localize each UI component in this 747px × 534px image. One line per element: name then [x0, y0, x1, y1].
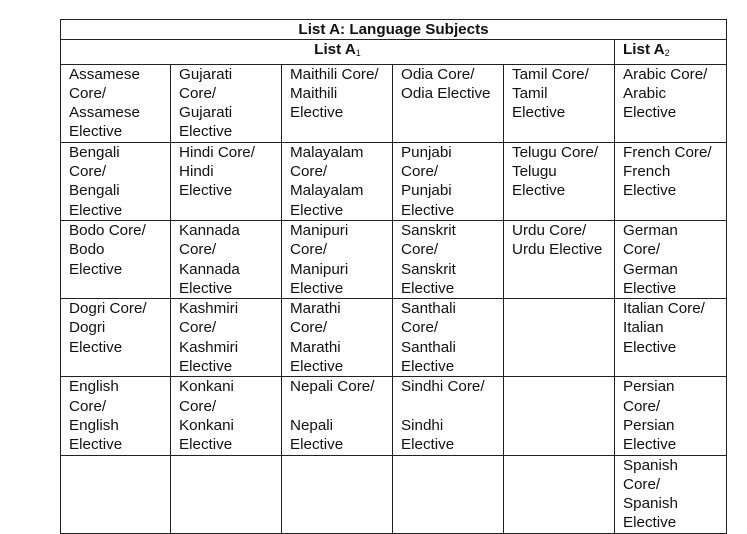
cell-line: English [69, 416, 119, 434]
cell-line: Elective [401, 201, 455, 219]
list-a2-subscript: 2 [664, 48, 670, 59]
table-cell [504, 142, 615, 220]
cell-line: German [623, 260, 678, 278]
cell-line: Core/ [179, 397, 217, 415]
list-a1-label: List A [314, 41, 356, 59]
cell-line: Core/ [623, 475, 661, 493]
title-row [61, 20, 727, 40]
cell-line: Elective [512, 104, 566, 122]
cell-line: Marathi [290, 300, 341, 318]
cell-line: Manipuri [290, 260, 349, 278]
cell-line: Elective [69, 201, 123, 219]
cell-line: Elective [623, 104, 677, 122]
list-header-row [61, 40, 727, 64]
table-cell [61, 299, 171, 377]
cell-line: Core/ [69, 163, 107, 181]
cell-line: Santhali [401, 338, 456, 356]
table-cell [504, 455, 615, 533]
cell-line: Elective [623, 514, 677, 532]
table-cell [615, 220, 727, 298]
table-cell [171, 299, 282, 377]
table-cell [393, 377, 504, 455]
table-cell [282, 220, 393, 298]
table-cell [504, 64, 615, 142]
table-cell [61, 455, 171, 533]
cell-line: English [69, 378, 119, 396]
cell-line: French Core/ [623, 143, 712, 161]
cell-line [290, 397, 392, 416]
cell-line: Elective [290, 436, 344, 454]
cell-line: Assamese [69, 65, 140, 83]
cell-line: Urdu Core/ [512, 221, 587, 239]
table-cell [615, 142, 727, 220]
cell-line: Sindhi [401, 416, 444, 434]
cell-line: Kashmiri [179, 338, 239, 356]
cell-line: Urdu Elective [512, 241, 603, 259]
cell-line: Nepali [290, 416, 334, 434]
cell-line: Core/ [179, 241, 217, 259]
cell-line: Elective [623, 182, 677, 200]
table-row [61, 299, 727, 377]
language-subjects-table [60, 19, 727, 534]
table-cell [61, 220, 171, 298]
cell-line: Core/ [69, 397, 107, 415]
cell-line: Kashmiri [179, 300, 239, 318]
cell-line: Sindhi Core/ [401, 378, 485, 396]
table-cell [171, 455, 282, 533]
cell-line: German [623, 221, 678, 239]
cell-line: Tamil [512, 84, 548, 102]
cell-line: Elective [69, 436, 123, 454]
cell-line: Core/ [179, 84, 217, 102]
cell-line: Core/ [623, 397, 661, 415]
table-cell [615, 377, 727, 455]
cell-line: Elective [69, 123, 123, 141]
cell-line: Persian [623, 416, 675, 434]
table-cell [61, 142, 171, 220]
cell-line: Assamese [69, 104, 140, 122]
cell-line: Persian [623, 378, 675, 396]
cell-line: Core/ [401, 241, 439, 259]
cell-line: Elective [401, 358, 455, 376]
cell-line: Manipuri [290, 221, 349, 239]
cell-line: Core/ [401, 163, 439, 181]
table-cell [61, 377, 171, 455]
cell-line: Santhali [401, 300, 456, 318]
table-cell [171, 220, 282, 298]
cell-line: Kannada [179, 221, 240, 239]
cell-line: Maithili Core/ [290, 65, 379, 83]
table-cell [282, 377, 393, 455]
cell-line: Italian [623, 319, 664, 337]
cell-line: Gujarati [179, 104, 233, 122]
cell-line: Sanskrit [401, 221, 456, 239]
table-row [61, 220, 727, 298]
cell-line: Elective [290, 358, 344, 376]
cell-line: Tamil Core/ [512, 65, 589, 83]
cell-line: Elective [179, 182, 233, 200]
table-cell [615, 455, 727, 533]
cell-line: Elective [69, 260, 123, 278]
cell-line: French [623, 163, 671, 181]
table-cell [393, 220, 504, 298]
cell-line: Elective [179, 436, 233, 454]
cell-line: Core/ [401, 319, 439, 337]
cell-line: Bengali [69, 143, 120, 161]
table-cell [282, 455, 393, 533]
table-cell [282, 64, 393, 142]
cell-line: Punjabi [401, 143, 452, 161]
cell-line [401, 397, 503, 416]
table-cell [282, 299, 393, 377]
cell-line: Elective [512, 182, 566, 200]
cell-line: Elective [179, 279, 233, 297]
cell-line: Core/ [290, 241, 328, 259]
cell-line: Konkani [179, 416, 234, 434]
cell-line: Spanish [623, 495, 678, 513]
cell-line: Konkani [179, 378, 234, 396]
cell-line: Kannada [179, 260, 240, 278]
cell-line: Italian Core/ [623, 300, 705, 318]
cell-line: Odia Elective [401, 84, 491, 102]
cell-line: Marathi [290, 338, 341, 356]
cell-line: Hindi Core/ [179, 143, 255, 161]
cell-line: Elective [623, 338, 677, 356]
cell-line: Elective [179, 123, 233, 141]
cell-line: Malayalam [290, 143, 364, 161]
cell-line: Core/ [623, 241, 661, 259]
cell-line: Core/ [69, 84, 107, 102]
table-body [61, 64, 727, 533]
cell-line: Dogri Core/ [69, 300, 147, 318]
cell-line: Dogri [69, 319, 106, 337]
table-row [61, 64, 727, 142]
table-cell [393, 142, 504, 220]
table-cell [171, 377, 282, 455]
cell-line: Bodo [69, 241, 105, 259]
cell-line: Core/ [290, 319, 328, 337]
cell-line: Bodo Core/ [69, 221, 146, 239]
cell-line: Elective [290, 104, 344, 122]
cell-line: Core/ [179, 319, 217, 337]
cell-line: Malayalam [290, 182, 364, 200]
cell-line: Elective [401, 436, 455, 454]
table-cell [504, 220, 615, 298]
cell-line: Bengali [69, 182, 120, 200]
table-cell [61, 64, 171, 142]
cell-line: Arabic [623, 84, 667, 102]
table-cell [393, 299, 504, 377]
cell-line: Telugu Core/ [512, 143, 599, 161]
table-cell [393, 64, 504, 142]
table-title: List A: Language Subjects [61, 20, 727, 40]
table-row [61, 455, 727, 533]
table-cell [171, 142, 282, 220]
cell-line: Sanskrit [401, 260, 456, 278]
cell-line: Nepali Core/ [290, 378, 375, 396]
table-cell [504, 377, 615, 455]
cell-line: Elective [69, 338, 123, 356]
cell-line: Telugu [512, 163, 557, 181]
cell-line: Spanish [623, 456, 678, 474]
cell-line: Elective [290, 201, 344, 219]
cell-line: Odia Core/ [401, 65, 475, 83]
table-cell [282, 142, 393, 220]
table-row [61, 142, 727, 220]
table-cell [504, 299, 615, 377]
cell-line: Elective [623, 436, 677, 454]
cell-line: Elective [179, 358, 233, 376]
list-a2-header [615, 40, 727, 64]
cell-line: Arabic Core/ [623, 65, 708, 83]
cell-line: Elective [401, 279, 455, 297]
list-a2-label: List A [623, 41, 665, 59]
cell-line: Elective [290, 279, 344, 297]
table-cell [615, 299, 727, 377]
table-cell [615, 64, 727, 142]
table-row [61, 377, 727, 455]
table-cell [171, 64, 282, 142]
cell-line: Punjabi [401, 182, 452, 200]
table-cell [393, 455, 504, 533]
cell-line: Hindi [179, 163, 214, 181]
cell-line: Elective [623, 279, 677, 297]
cell-line: Maithili [290, 84, 338, 102]
list-a1-header [61, 40, 615, 64]
cell-line: Gujarati [179, 65, 233, 83]
cell-line: Core/ [290, 163, 328, 181]
list-a1-subscript: 1 [355, 48, 361, 59]
